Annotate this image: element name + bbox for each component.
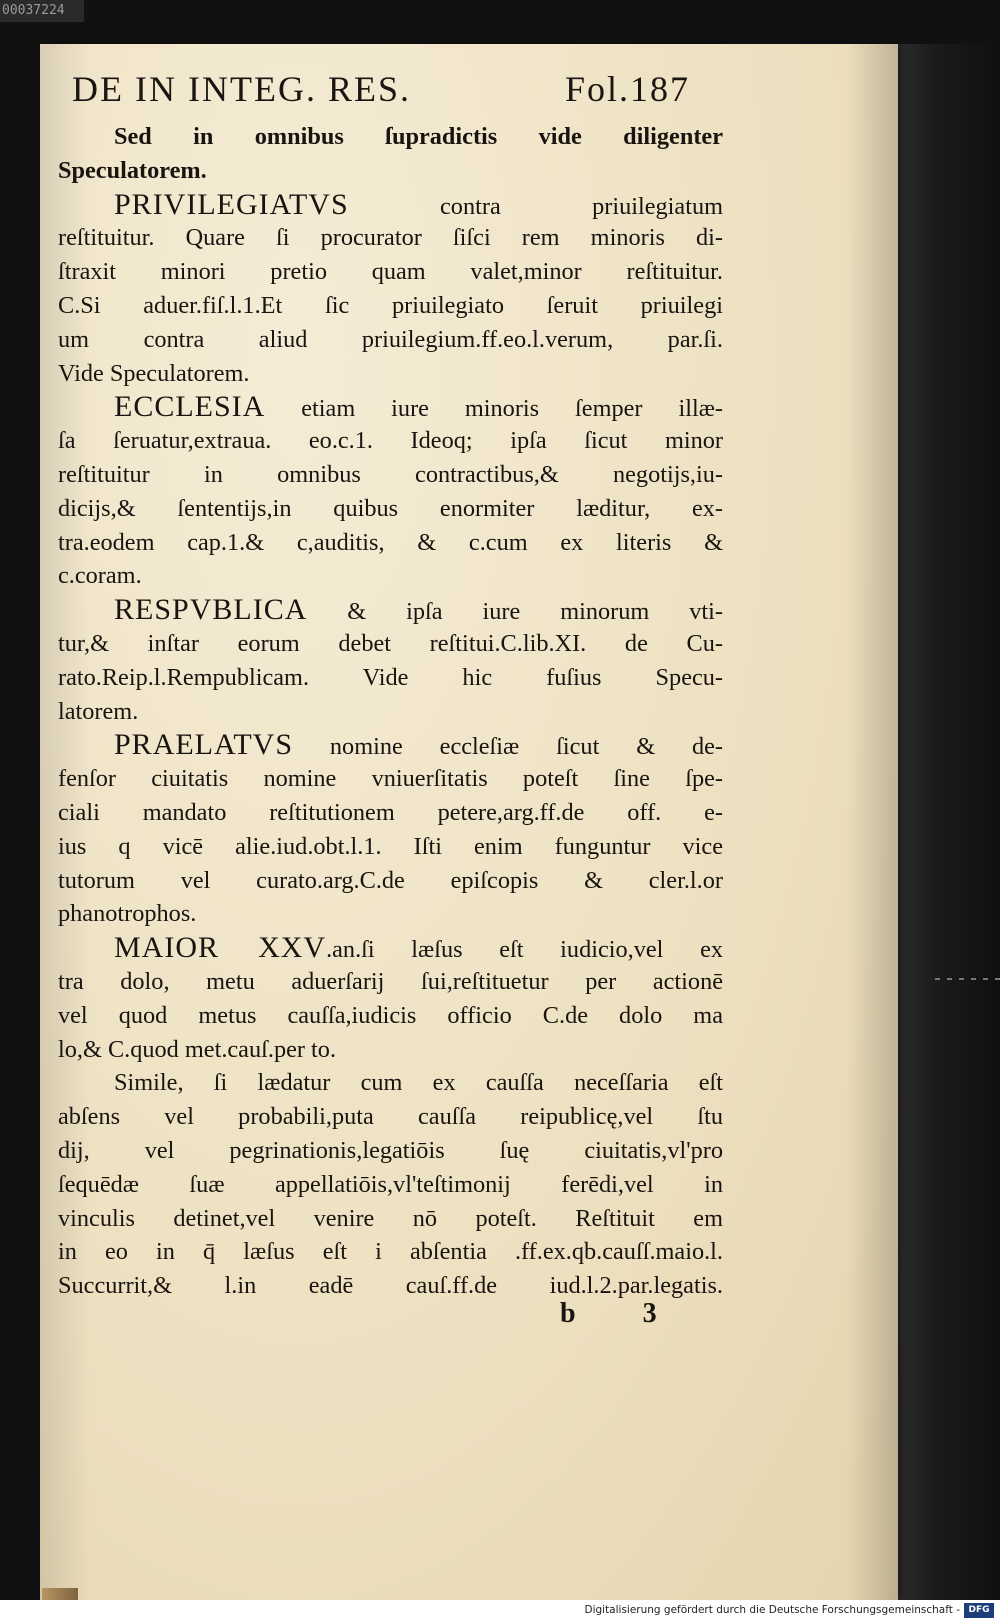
text-line: lo,& C.quod met.cauſ.per to. <box>58 1035 337 1063</box>
text-line: um contra aliud priuilegium.ff.eo.l.verum, par.ſi. <box>58 325 723 353</box>
text-line: ciali mandato reſtitutionem petere,arg.ff.de off. e- <box>58 798 723 826</box>
dotted-mark <box>935 978 1000 980</box>
text-line: tutorum vel curato.arg.C.de epiſcopis & cler.l.or <box>58 866 723 894</box>
text-line: ſa ſeruatur,extraua. eo.c.1. Ideoq; ipſa ſicut minor <box>58 427 723 455</box>
text-line: PRIVILEGIATVS contra priuilegiatum <box>114 187 723 221</box>
text-line: abſens vel probabili,puta cauſſa reipublicę,vel ſtu <box>58 1103 723 1131</box>
paragraph-heading-word: MAIOR XXV <box>114 931 327 965</box>
page-body <box>58 120 723 1303</box>
text-line: ſtraxit minori pretio quam valet,minor reſtituitur. <box>58 258 723 286</box>
running-head-title: DE IN INTEG. RES. <box>72 69 411 109</box>
scan-id-label: 00037224 <box>0 0 84 22</box>
text-line: latorem. <box>58 697 139 725</box>
text-line: c.coram. <box>58 562 142 590</box>
text-line: vel quod metus cauſſa,iudicis officio C.de dolo ma <box>58 1001 723 1029</box>
text-line: ius q vicē alie.iud.obt.l.1. Iſti enim funguntur vice <box>58 832 723 860</box>
text-line: rato.Reip.l.Rempublicam. Vide hic fuſius Specu- <box>58 663 723 691</box>
text-line: Simile, ſi lædatur cum ex cauſſa neceſſaria eſt <box>114 1069 723 1097</box>
text-line: Succurrit,& l.in eadē cauſ.ff.de iud.l.2.par.legatis. <box>58 1272 723 1300</box>
adjacent-page-edge <box>898 44 1000 1600</box>
text-line: tra.eodem cap.1.& c,auditis, & c.cum ex literis & <box>58 528 723 556</box>
text-line: reſtituitur in omnibus contractibus,& negotijs,iu- <box>58 460 723 488</box>
text-line: RESPVBLICA & ipſa iure minorum vti- <box>114 593 723 627</box>
page-corner-stain <box>42 1588 78 1600</box>
text-line: Sed in omnibus ſupradictis vide diligenter <box>114 123 723 150</box>
footer-credit: Digitalisierung gefördert durch die Deutsche Forschungsgemeinschaft - <box>584 1604 960 1616</box>
signature-mark: b 3 <box>560 1298 687 1329</box>
text-line: phanotrophos. <box>58 900 197 928</box>
text-line: reſtituitur. Quare ſi procurator ſiſci rem minoris di- <box>58 224 723 252</box>
footer-strip <box>0 1600 1000 1622</box>
text-line: in eo in q̄ læſus eſt i abſentia .ff.ex.qb.cauſſ.maio.l. <box>58 1238 723 1266</box>
running-head <box>72 68 692 108</box>
text-line: PRAELATVS nomine eccleſiæ ſicut & de- <box>114 728 723 762</box>
paragraph-heading-word: ECCLESIA <box>114 390 266 424</box>
text-line: Vide Speculatorem. <box>58 359 250 387</box>
paragraph-heading-word: PRIVILEGIATVS <box>114 187 349 221</box>
text-line: Speculatorem. <box>58 156 207 184</box>
text-line: tra dolo, metu aduerſarij ſui,reſtituetur per actionē <box>58 967 723 995</box>
text-line: ECCLESIA etiam iure minoris ſemper illæ- <box>114 390 723 424</box>
paragraph-heading-word: PRAELATVS <box>114 728 294 762</box>
text-line: tur,& inſtar eorum debet reſtitui.C.lib.XI. de Cu- <box>58 629 723 657</box>
text-line: vinculis detinet,vel venire nō poteſt. Reſtituit em <box>58 1204 723 1232</box>
paragraph-heading-word: RESPVBLICA <box>114 593 308 627</box>
text-line: dicijs,& ſententijs,in quibus enormiter læditur, ex- <box>58 494 723 522</box>
text-line: MAIOR XXV.an.ſi læſus eſt iudicio,vel ex <box>114 931 723 965</box>
text-line: C.Si aduer.fiſ.l.1.Et ſic priuilegiato ſeruit priuilegi <box>58 291 723 319</box>
folio-number: Fol.187 <box>565 69 691 109</box>
dfg-logo-icon: DFG <box>964 1603 994 1618</box>
text-line: dij, vel pegrinationis,legatiōis ſuę ciuitatis,vl'pro <box>58 1136 723 1164</box>
text-line: ſequēdæ ſuæ appellatiōis,vl'teſtimonij ferēdi,vel in <box>58 1170 723 1198</box>
text-line: fenſor ciuitatis nomine vniuerſitatis poteſt ſine ſpe- <box>58 765 723 793</box>
